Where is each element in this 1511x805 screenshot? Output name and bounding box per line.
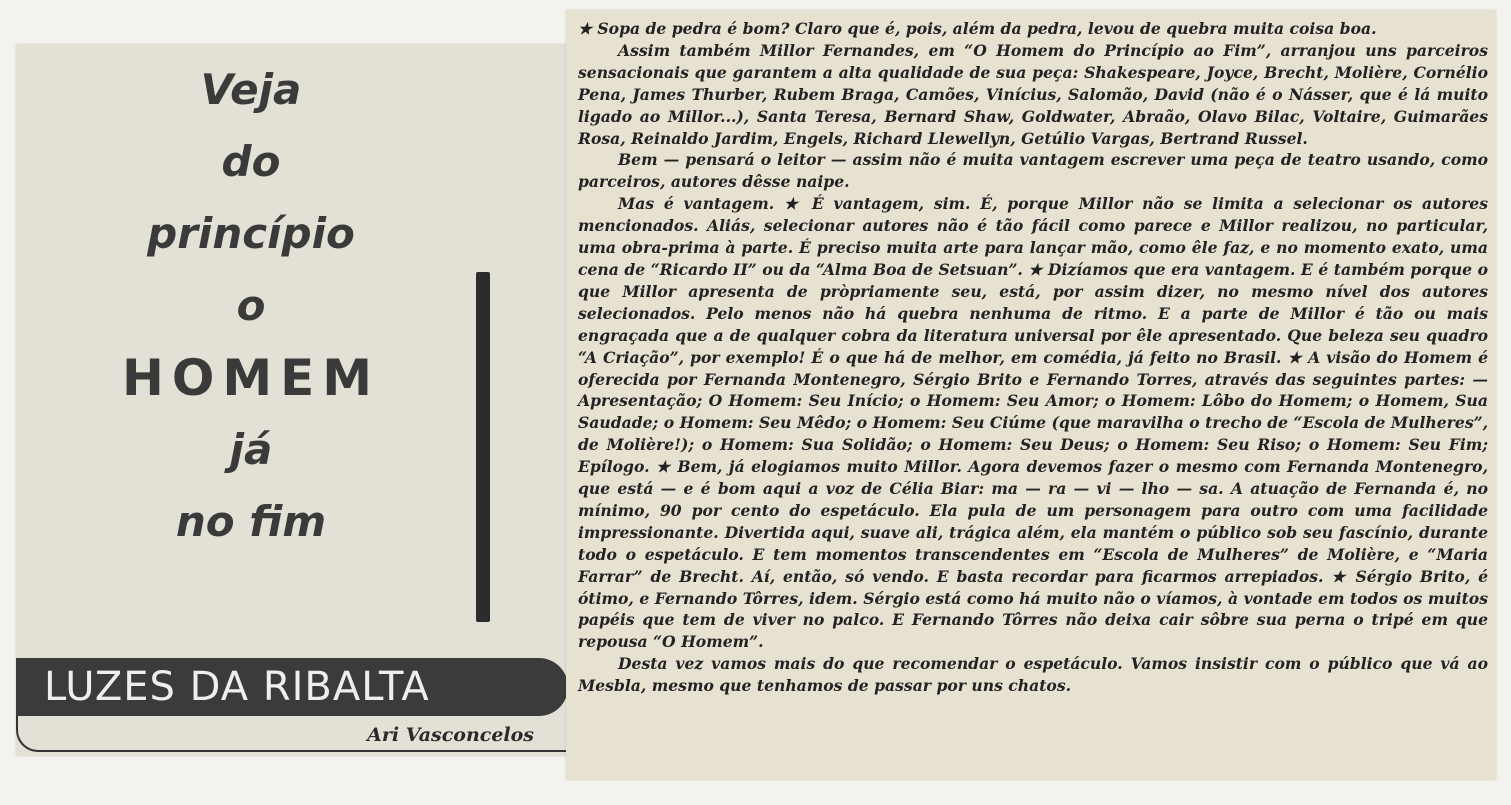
article-paragraph-5: Desta vez vamos mais do que recomendar o espetáculo. Vamos insistir com o público que vá ao Mesbla, mesmo que tenhamos de passar por uns chatos. xyxy=(578,654,1488,696)
headline-clipping xyxy=(16,44,568,756)
headline-line-1: Veja xyxy=(200,65,302,114)
article-paragraph-1: ★ Sopa de pedra é bom? Claro que é, pois, além da pedra, levou de quebra muita coisa boa. xyxy=(578,19,1377,38)
article-paragraph-2: Assim também Millor Fernandes, em “O Homem do Princípio ao Fim”, arranjou uns parceiros sensacionais que garantem a alta qualidade de sua peça: Shakespeare, Joyce, Brecht, Molière, Cornélio Pena, James Thurber, Rubem Braga, Camões, Vinícius, Salomão, David (não é o Násser, que é lá muito ligado ao Millor...), Santa Teresa, Bernard Shaw, Goldwater, Abraão, Olavo Bilac, Voltaire, Guimarães Rosa, Reinaldo Jardim, Engels, Richard Llewellyn, Getúlio Vargas, Bertrand Russel. xyxy=(578,40,1488,148)
article-paragraph-4: Mas é vantagem. ★ É vantagem, sim. É, porque Millor não se limita a selecionar os autores mencionados. Aliás, selecionar autores não é tão fácil como parece e Millor realizou, no particular, uma obra-prima à parte. É preciso muita arte para lançar mão, como êle faz, e no momento exato, uma cena de “Ricardo II” ou da “Alma Boa de Setsuan”. ★ Dizíamos que era vantagem. E é também porque o que Millor apresenta de pròpriamente seu, está, por assim dizer, no mesmo nível dos autores selecionados. Pelo menos não há quebra nenhuma de ritmo. E a parte de Millor é tão ou mais engraçada que a de qualquer cobra da literatura universal por êle apresentado. Que beleza seu quadro “A Criação”, por exemplo! É o que há de melhor, em comédia, já feito no Brasil. ★ A visão do Homem é oferecida por Fernanda Montenegro, Sérgio Brito e Fernando Torres, através das seguintes partes: — Apresentação; O Homem: Seu Início; o Homem: Seu Amor; o Homem: Lôbo do Homem; o Homem, Sua Saudade; o Homem: Seu Mêdo; o Homem: Seu Ciúme (que maravilha o trecho de “Escola de Mulheres”, de Molière!); o Homem: Sua Solidão; o Homem: Seu Deus; o Homem: Seu Riso; o Homem: Seu Fim; Epílogo. ★ Bem, já elogiamos muito Millor. Agora devemos fazer o mesmo com Fernanda Montenegro, que está — e é bom aqui a voz de Célia Biar: ma — ra — vi — lho — sa. A atuação de Fernanda é, no mínimo, 90 por cento do espetáculo. Ela pula de um personagem para outro com uma facilidade impressionante. Divertida aqui, suave ali, trágica além, ela mantém o público sob seu fascínio, durante todo o espetáculo. E tem momentos transcendentes em “Escola de Mulheres” de Molière, e “Maria Farrar” de Brecht. Aí, então, só vendo. E basta recordar para ficarmos arrepiados. ★ Sérgio Brito, é ótimo, e Fernando Tôrres, idem. Sérgio está como há muito não o víamos, à vontade em todos os muitos papéis que tem de viver no palco. E Fernando Tôrres não deixa cair sôbre sua perna o tripé em que repousa “O Homem”. xyxy=(578,194,1488,652)
author-byline: Ari Vasconcelos xyxy=(367,724,534,746)
headline xyxy=(86,54,416,558)
headline-line-7: no fim xyxy=(175,497,327,546)
headline-line-5: HOMEM xyxy=(121,349,381,407)
headline-line-2: do xyxy=(221,137,281,186)
column-banner-title: LUZES DA RIBALTA xyxy=(44,664,430,710)
headline-line-3: princípio xyxy=(147,209,355,258)
column-banner xyxy=(16,658,568,716)
decorative-vertical-rule xyxy=(476,272,490,622)
article-clipping xyxy=(566,10,1496,780)
headline-line-4: o xyxy=(236,281,266,330)
article-body xyxy=(578,18,1488,697)
article-paragraph-3: Bem — pensará o leitor — assim não é muita vantagem escrever uma peça de teatro usando, como parceiros, autores dêsse naipe. xyxy=(578,150,1488,192)
headline-line-6: já xyxy=(229,425,273,474)
